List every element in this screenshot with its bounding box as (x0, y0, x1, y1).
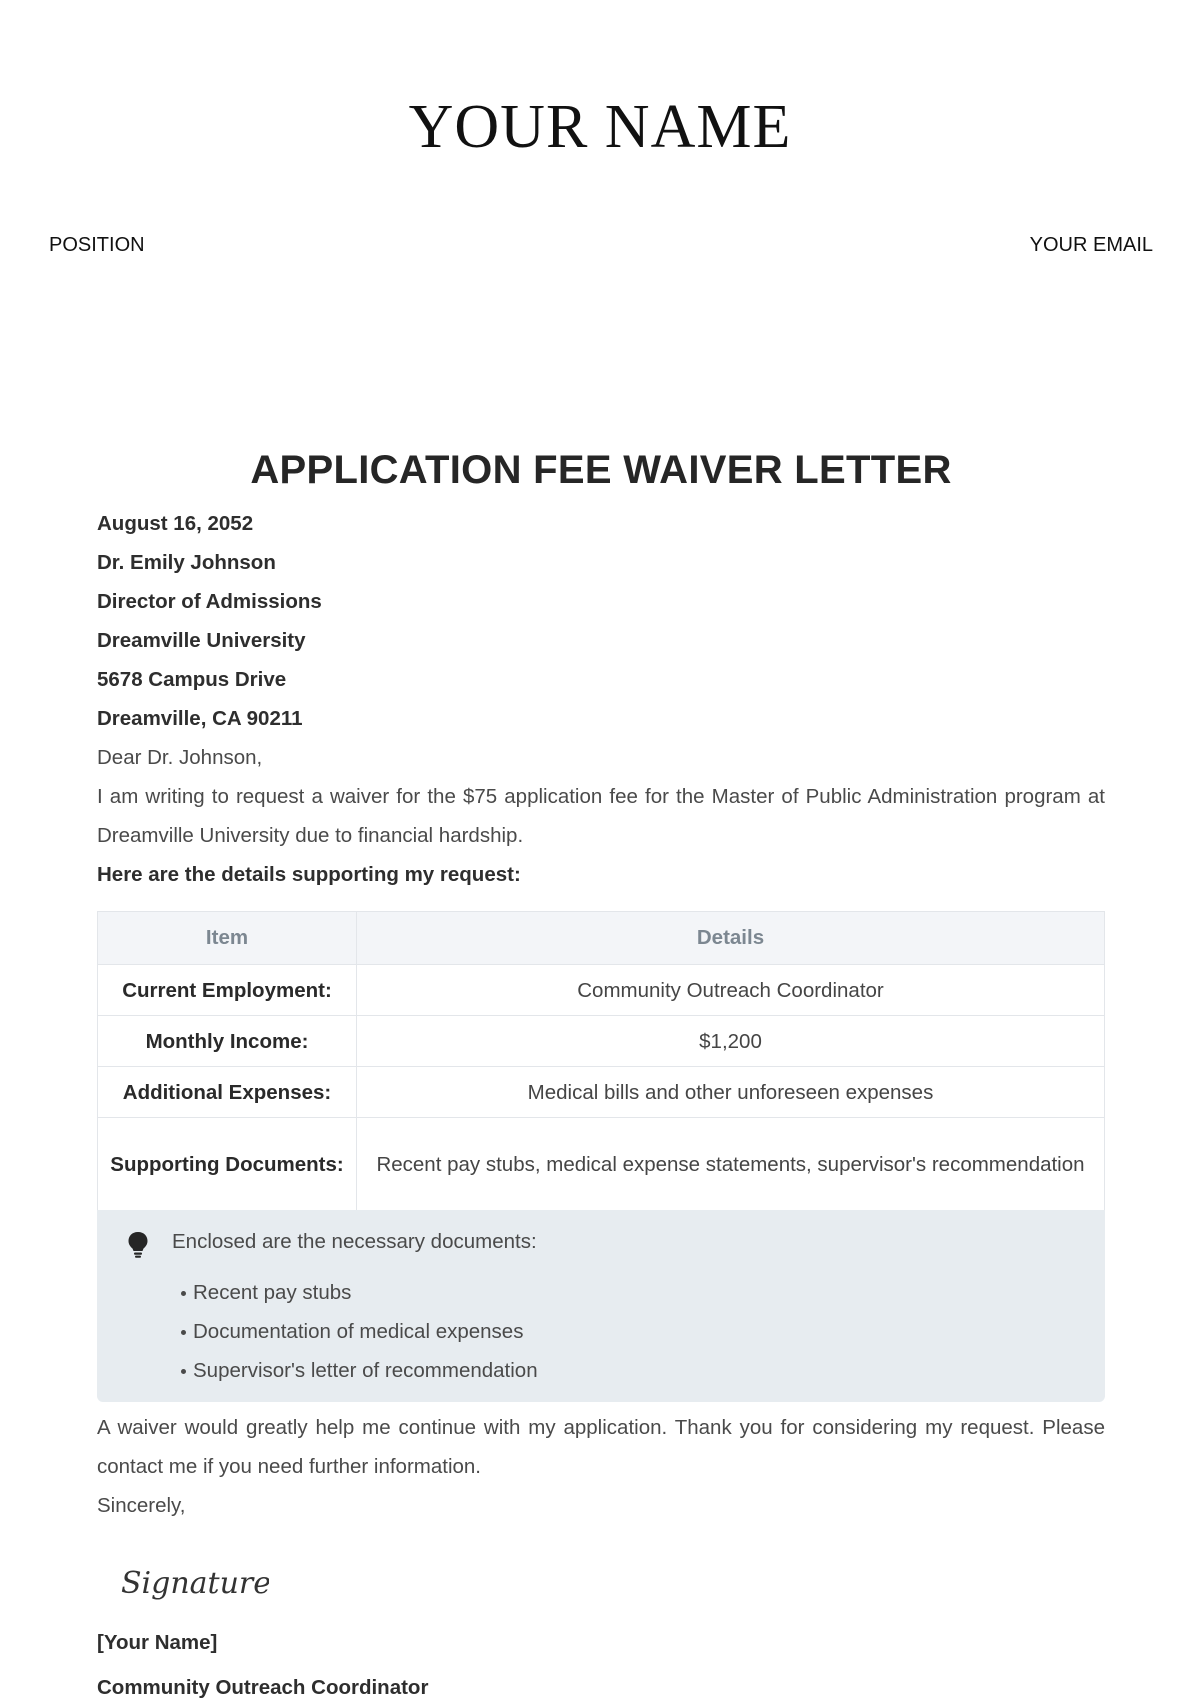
table-cell-details: Medical bills and other unforeseen expenses (357, 1067, 1105, 1118)
callout-text: Enclosed are the necessary documents: (172, 1230, 537, 1253)
callout-heading (97, 1222, 1105, 1261)
signature-text: Signature (121, 1566, 269, 1601)
callout-box (97, 1210, 1105, 1402)
table-cell-details: Community Outreach Coordinator (357, 965, 1105, 1016)
letter-body (97, 446, 1105, 1707)
table-header-item: Item (98, 912, 357, 965)
table-row (98, 965, 1105, 1016)
enclosure-list (97, 1273, 1105, 1390)
list-item: Recent pay stubs (181, 1273, 1105, 1312)
table-row (98, 1118, 1105, 1211)
recipient-title: Director of Admissions (97, 590, 322, 613)
table-row (98, 1016, 1105, 1067)
table-cell-item: Additional Expenses: (98, 1067, 357, 1118)
recipient-organization: Dreamville University (97, 629, 306, 652)
table-header-row (98, 912, 1105, 965)
details-table (97, 911, 1105, 1211)
salutation: Dear Dr. Johnson, (97, 746, 263, 769)
signer-name: [Your Name] (97, 1631, 218, 1654)
table-cell-details: Recent pay stubs, medical expense statements, supervisor's recommendation (357, 1118, 1105, 1211)
recipient-city: Dreamville, CA 90211 (97, 707, 303, 730)
closing: Sincerely, (97, 1494, 186, 1517)
table-cell-item: Monthly Income: (98, 1016, 357, 1067)
details-lead: Here are the details supporting my request: (97, 863, 521, 886)
signer-title: Community Outreach Coordinator (97, 1676, 429, 1699)
signature-graphic (119, 1553, 269, 1609)
list-item: Supervisor's letter of recommendation (181, 1351, 1105, 1390)
table-cell-item: Current Employment: (98, 965, 357, 1016)
header-name: YOUR NAME (408, 93, 792, 161)
intro-paragraph: I am writing to request a waiver for the $75 application fee for the Master of Public Administration program at Dreamville University due to financial hardship. (97, 785, 1105, 847)
table-header-details: Details (357, 912, 1105, 965)
table-cell-details: $1,200 (357, 1016, 1105, 1067)
letter-title: APPLICATION FEE WAIVER LETTER (250, 448, 952, 492)
list-item: Documentation of medical expenses (181, 1312, 1105, 1351)
signature (119, 1553, 1105, 1609)
lightbulb-icon (127, 1231, 149, 1259)
recipient-street: 5678 Campus Drive (97, 668, 287, 691)
table-row (98, 1067, 1105, 1118)
letter-date: August 16, 2052 (97, 512, 254, 535)
closing-paragraph: A waiver would greatly help me continue with my application. Thank you for considering my request. Please contact me if you need further information. (97, 1416, 1105, 1478)
table-cell-item: Supporting Documents: (98, 1118, 357, 1211)
header-position: POSITION (49, 234, 145, 256)
header-email: YOUR EMAIL (1029, 234, 1153, 256)
recipient-name: Dr. Emily Johnson (97, 551, 276, 574)
